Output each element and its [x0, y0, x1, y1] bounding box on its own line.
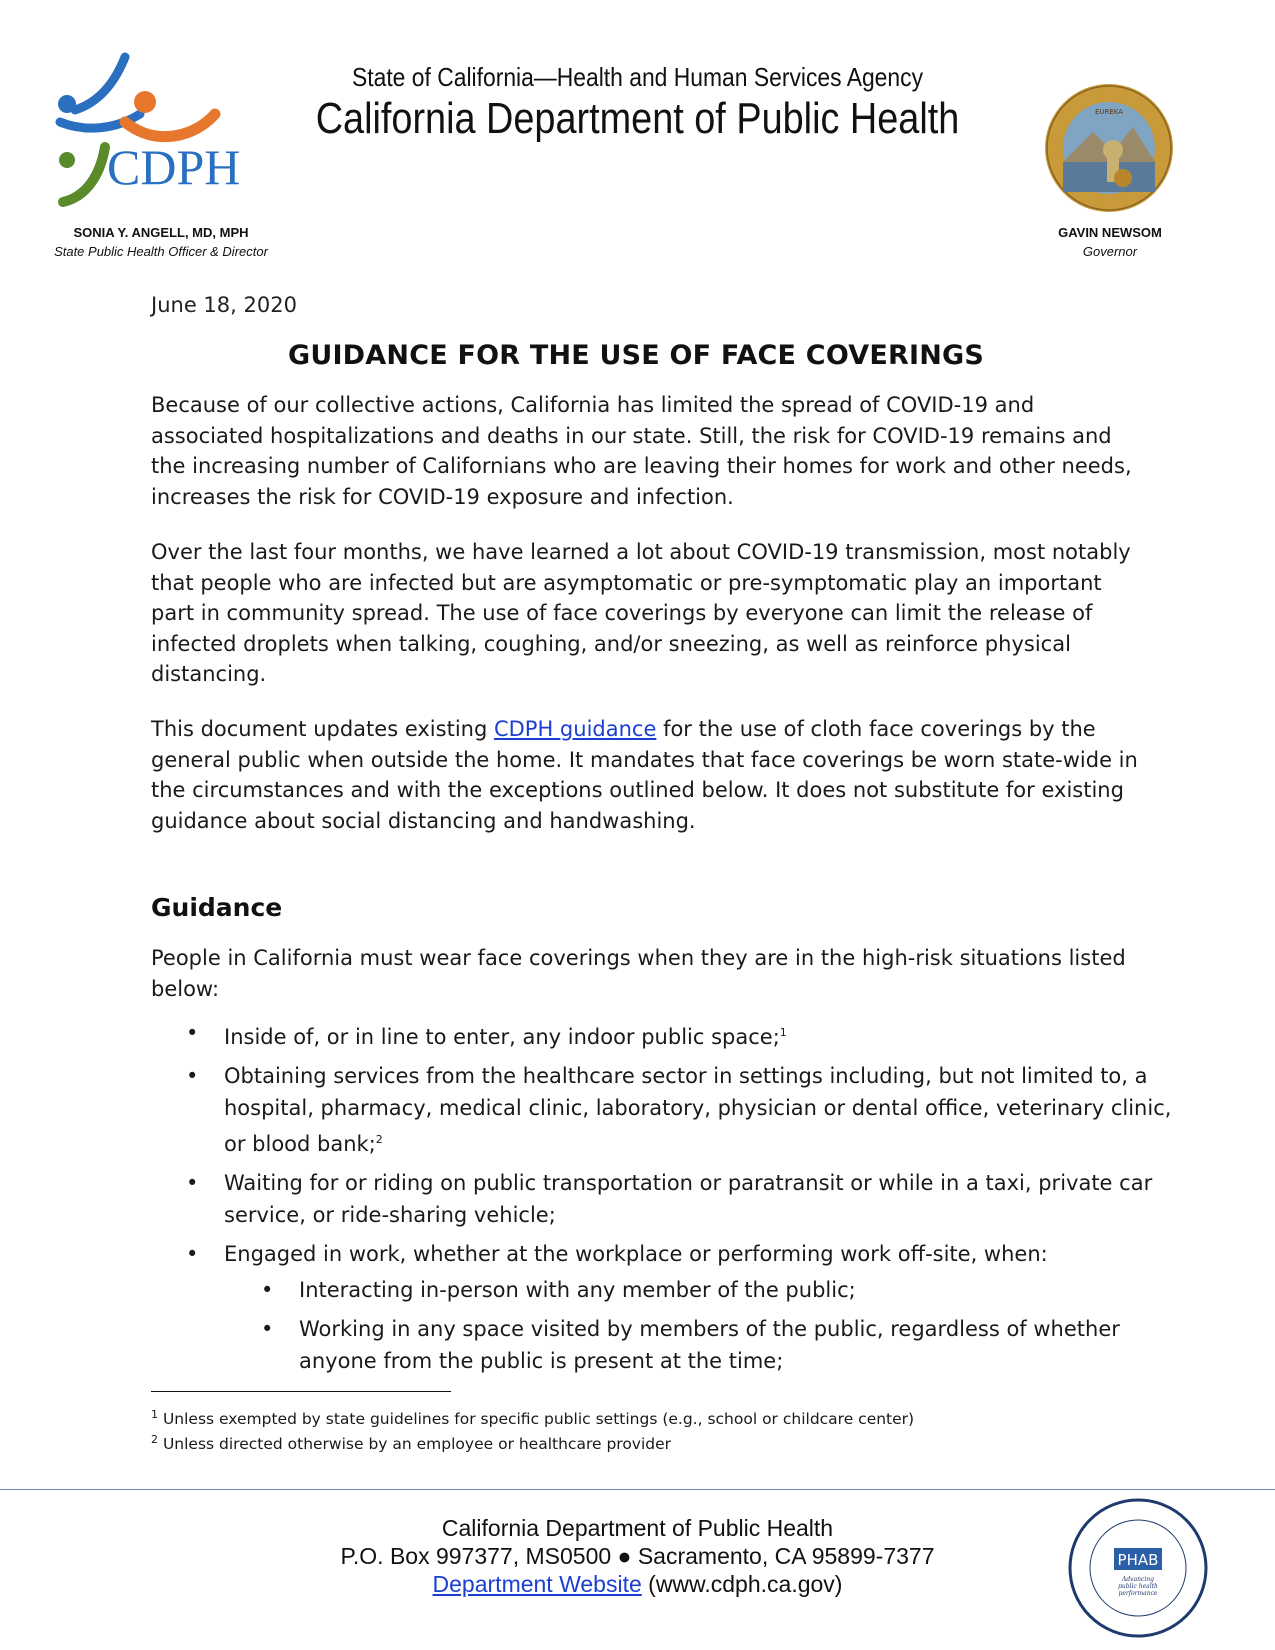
- list-item-text: Waiting for or riding on public transportation or paratransit or while in a taxi, private car service, or ride-sharing vehicle;: [224, 1171, 1153, 1227]
- sublist-item: [151, 1313, 1181, 1377]
- governor-name: GAVIN NEWSOM: [1058, 225, 1162, 240]
- governor-title: Governor: [1082, 244, 1138, 259]
- footnote-mark: 2: [151, 1433, 158, 1446]
- officer-title: State Public Health Officer & Director: [54, 244, 268, 259]
- list-item: [151, 1167, 1181, 1231]
- document-title: GUIDANCE FOR THE USE OF FACE COVERINGS: [287, 340, 985, 371]
- sublist-item-text: Interacting in-person with any member of the public;: [299, 1278, 856, 1302]
- department-name: California Department of Public Health: [315, 94, 960, 143]
- bullet-icon: •: [261, 1278, 274, 1302]
- paragraph-3-end: for the use of cloth face coverings by the general public when outside the home. It mandates that face coverings be worn state-wide in the circumstances and with the exceptions outlined below. It does not substitute for existing guidance about social distancing and handwashing.: [151, 717, 1138, 833]
- footnote-mark: 1: [151, 1408, 158, 1421]
- paragraph-1: Because of our collective actions, California has limited the spread of COVID-19 and associated hospitalizations and deaths in our state. Still, the risk for COVID-19 remains and the increasing number of Californians who are leaving their homes for work and other needs, increases the risk for COVID-19 exposure and infection.: [151, 393, 1132, 509]
- phab-accreditation-badge-icon: [1068, 1498, 1208, 1638]
- bullet-icon: •: [261, 1317, 274, 1341]
- cdph-logo: [45, 52, 265, 217]
- phab-tagline-2: public health: [1118, 1583, 1158, 1590]
- bullet-icon: •: [186, 1242, 199, 1266]
- bullet-icon: •: [186, 1064, 199, 1088]
- list-item: [151, 1060, 1181, 1160]
- footer-department: California Department of Public Health: [441, 1515, 834, 1541]
- list-item-text: Obtaining services from the healthcare sector in settings including, but not limited to, a hospital, pharmacy, medical clinic, laboratory, physician or dental office, veterinary clinic, or blood bank;: [224, 1064, 1172, 1156]
- guidance-list: [151, 1017, 1181, 1384]
- footnote-text: Unless directed otherwise by an employee or healthcare provider: [162, 1435, 672, 1454]
- phab-mark: PHAB: [1117, 1551, 1159, 1569]
- paragraph-3: [151, 714, 1141, 836]
- list-item: [151, 1017, 1181, 1053]
- department-website-link[interactable]: Department Website: [432, 1571, 642, 1597]
- officer-name: SONIA Y. ANGELL, MD, MPH: [73, 225, 249, 240]
- footnote-ref: 1: [779, 1026, 787, 1039]
- sublist-item-text: Working in any space visited by members of the public, regardless of whether anyone from the public is present at the time;: [299, 1317, 1120, 1373]
- state-seal-icon: [1043, 82, 1175, 214]
- footer-divider: [0, 1489, 1275, 1490]
- cdph-logo-text: CDPH: [107, 139, 241, 195]
- agency-name: State of California—Health and Human Services Agency: [351, 62, 924, 92]
- footnote-text: Unless exempted by state guidelines for specific public settings (e.g., school or childcare center): [162, 1410, 915, 1429]
- sublist-item: [151, 1274, 1181, 1306]
- list-item: [151, 1238, 1181, 1377]
- footer-address: P.O. Box 997377, MS0500 ● Sacramento, CA 95899-7377: [340, 1543, 935, 1569]
- phab-tagline-3: performance: [1118, 1590, 1158, 1597]
- document-date: June 18, 2020: [151, 293, 297, 317]
- website-url-text: (www.cdph.ca.gov): [641, 1571, 843, 1597]
- phab-tagline-1: Advancing: [1122, 1576, 1154, 1583]
- bullet-icon: •: [186, 1171, 199, 1195]
- seal-motto: EUREKA: [1094, 108, 1124, 116]
- footnote-2: [151, 1433, 671, 1453]
- footnote-ref: 2: [375, 1133, 383, 1146]
- footer-website: [250, 1571, 1025, 1598]
- paragraph-3-start: This document updates existing: [151, 717, 494, 741]
- guidance-heading: Guidance: [151, 893, 283, 922]
- footnote-1: [151, 1408, 914, 1428]
- bullet-icon: •: [186, 1021, 199, 1045]
- list-item-text: Inside of, or in line to enter, any indoor public space;: [224, 1025, 780, 1049]
- footnote-divider: [151, 1391, 451, 1392]
- list-item-text: Engaged in work, whether at the workplace or performing work off-site, when:: [224, 1242, 1048, 1266]
- guidance-intro: People in California must wear face coverings when they are in the high-risk situations listed below:: [151, 946, 1126, 1001]
- paragraph-2: Over the last four months, we have learned a lot about COVID-19 transmission, most notably that people who are infected but are asymptomatic or pre-symptomatic play an important part in community spread. The use of face coverings by everyone can limit the release of infected droplets when talking, coughing, and/or sneezing, as well as reinforce physical distancing.: [151, 540, 1131, 686]
- work-sublist: [224, 1274, 1181, 1377]
- cdph-guidance-link[interactable]: CDPH guidance: [493, 717, 657, 741]
